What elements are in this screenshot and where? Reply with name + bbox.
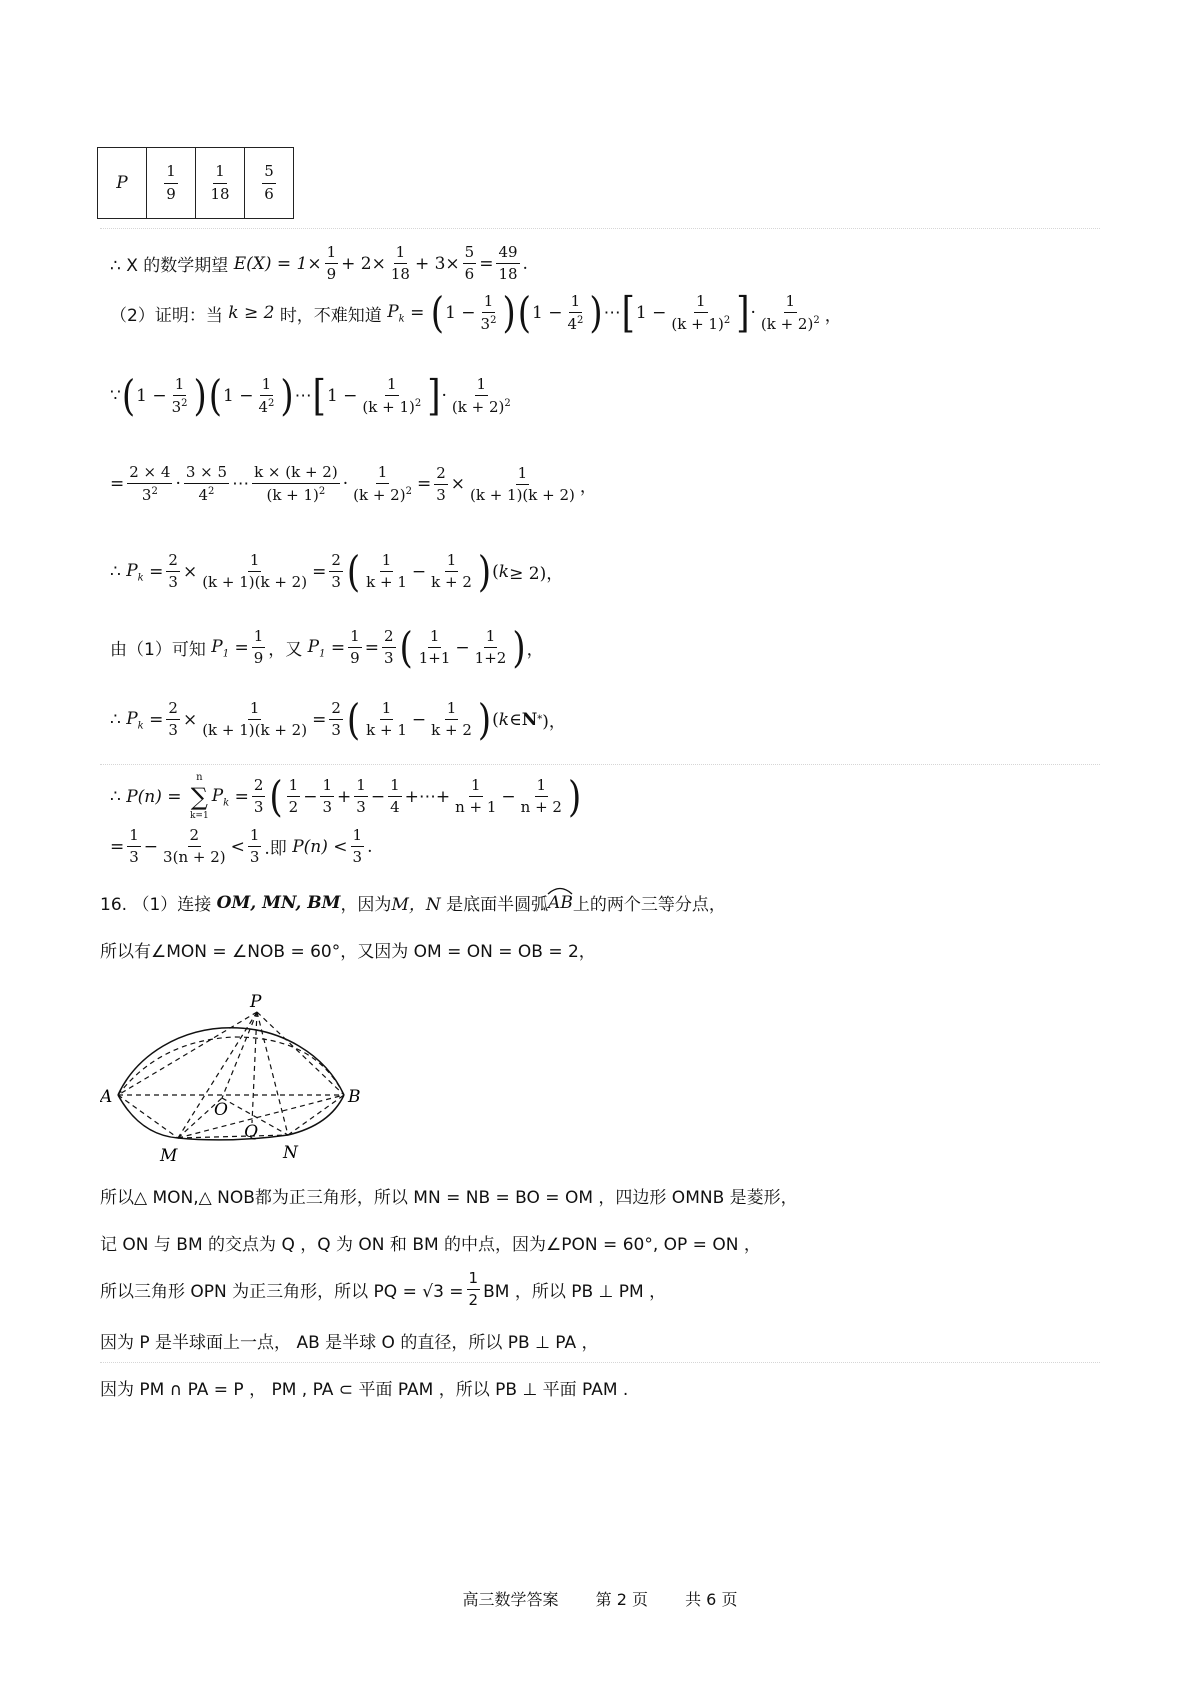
table-cell: $\frac{1}{9}$ <box>147 148 196 219</box>
q16-line-2: 所以有∠MON = ∠NOB = 60°，又因为 OM = ON = OB = 2， <box>100 942 596 962</box>
q16-line-3: 所以△ MON,△ NOB都为正三角形，所以 MN = NB = BO = OM ，四边形 OMNB 是菱形， <box>100 1188 798 1208</box>
footer-total: 共 6 页 <box>685 1590 738 1609</box>
sum-line: ∴ P(n) = n ∑ k=1 $P_k$ = $\frac{2}{3}$ ( $\frac{1}{2}$ − $\frac{1}{3}$ + $\frac{1}{3}$ − $\frac{1}{4}$ +⋯+ $\frac{1}{n + 1}$ − $\frac{1}{n + 2}$ ) <box>110 771 582 822</box>
product-line: = $\frac{2 \times 4}{3^2}$ · $\frac{3 \times 5}{4^2}$ ⋯ $\frac{k \times (k + 2)}{(k + 1)^2}$ · $\frac{1}{(k + 2)^2}$ = $\frac{2}{3}$ × $\frac{1}{(k + 1)(k + 2)}$ ， <box>110 463 597 505</box>
q16-line-1: 16. （1）连接 OM, MN, BM ，因为 M，N 是底面半圆弧 AB 上的两个三等分点， <box>100 890 726 915</box>
footer-title: 高三数学答案 <box>462 1590 559 1609</box>
q16-line-6: 因为 P 是半球面上一点， AB 是半球 O 的直径，所以 PB ⊥ PA ， <box>100 1333 599 1353</box>
table-cell: $\frac{1}{18}$ <box>196 148 245 219</box>
p1-line: 由（1）可知 $P_1$ = $\frac{1}{9}$ ， 又 $P_1$ = $\frac{1}{9}$ = $\frac{2}{3}$ ( $\frac{1}{1+1}$ − $\frac{1}{1+2}$ ) ， <box>110 622 544 673</box>
label-o: O <box>214 1100 228 1120</box>
pk-line-1: ∴ $P_k$ = $\frac{2}{3}$ × $\frac{1}{(k + 1)(k + 2)}$ = $\frac{2}{3}$ ( $\frac{1}{k + 1}$ − $\frac{1}{k + 2}$ ) ( k ≥ 2)， <box>110 546 564 597</box>
label-b: B <box>348 1087 361 1107</box>
q16-line-5: 所以三角形 OPN 为正三角形，所以 PQ = √3 = $\frac{1}{2}$ BM ，所以 PB ⊥ PM ， <box>100 1269 667 1310</box>
label-p: P <box>250 992 262 1012</box>
divider <box>100 1362 1100 1363</box>
table-cell: $\frac{5}{6}$ <box>245 148 294 219</box>
hemisphere-figure <box>100 985 390 1170</box>
label-m: M <box>160 1146 178 1166</box>
probability-table <box>97 147 294 219</box>
label-a: A <box>100 1087 113 1107</box>
page-footer <box>0 1587 1200 1610</box>
arc-ab: AB <box>548 893 573 913</box>
footer-page: 第 2 页 <box>595 1590 648 1609</box>
q16-line-4: 记 ON 与 BM 的交点为 Q ，Q 为 ON 和 BM 的中点，因为∠PON = 60°, OP = ON ， <box>100 1235 761 1255</box>
pk-line-2: ∴ $P_k$ = $\frac{2}{3}$ × $\frac{1}{(k + 1)(k + 2)}$ = $\frac{2}{3}$ ( $\frac{1}{k + 1}$ − $\frac{1}{k + 2}$ ) ( k ∈ N * )， <box>110 694 566 745</box>
label-q: Q <box>244 1122 258 1142</box>
divider <box>100 228 1100 229</box>
divider <box>100 764 1100 765</box>
expectation-line: ∴ X 的数学期望 E(X) = 1× $\frac{1}{9}$ + 2× $\frac{1}{18}$ + 3× $\frac{5}{6}$ = $\frac{49}{18}$ . <box>110 243 528 284</box>
table-header-p: P <box>98 148 147 219</box>
because-line: ∵ ( 1 − $\frac{1}{3^2}$ ) ( 1 − $\frac{1}{4^2}$ ) ⋯ [ 1 − $\frac{1}{(k + 1)^2}$ ] · $\frac{1}{(k + 2)^2}$ <box>110 371 511 422</box>
q16-line-7: 因为 PM ∩ PA = P ， PM , PA ⊂ 平面 PAM ，所以 PB ⊥ 平面 PAM . <box>100 1380 629 1400</box>
proof-intro-line: （2）证明：当 k ≥ 2 时，不难知道 $P_k$ = ( 1 − $\frac{1}{3^2}$ ) ( 1 − $\frac{1}{4^2}$ ) ⋯ [ 1 − $\frac{1}{(k + 1)^2}$ ] · $\frac{1}{(k + 2)^2}$ ， <box>110 288 842 339</box>
conclusion-line: = $\frac{1}{3}$ − $\frac{2}{3(n + 2)}$ < $\frac{1}{3}$ .即 P(n) < $\frac{1}{3}$ . <box>110 826 373 867</box>
label-n: N <box>283 1143 298 1163</box>
